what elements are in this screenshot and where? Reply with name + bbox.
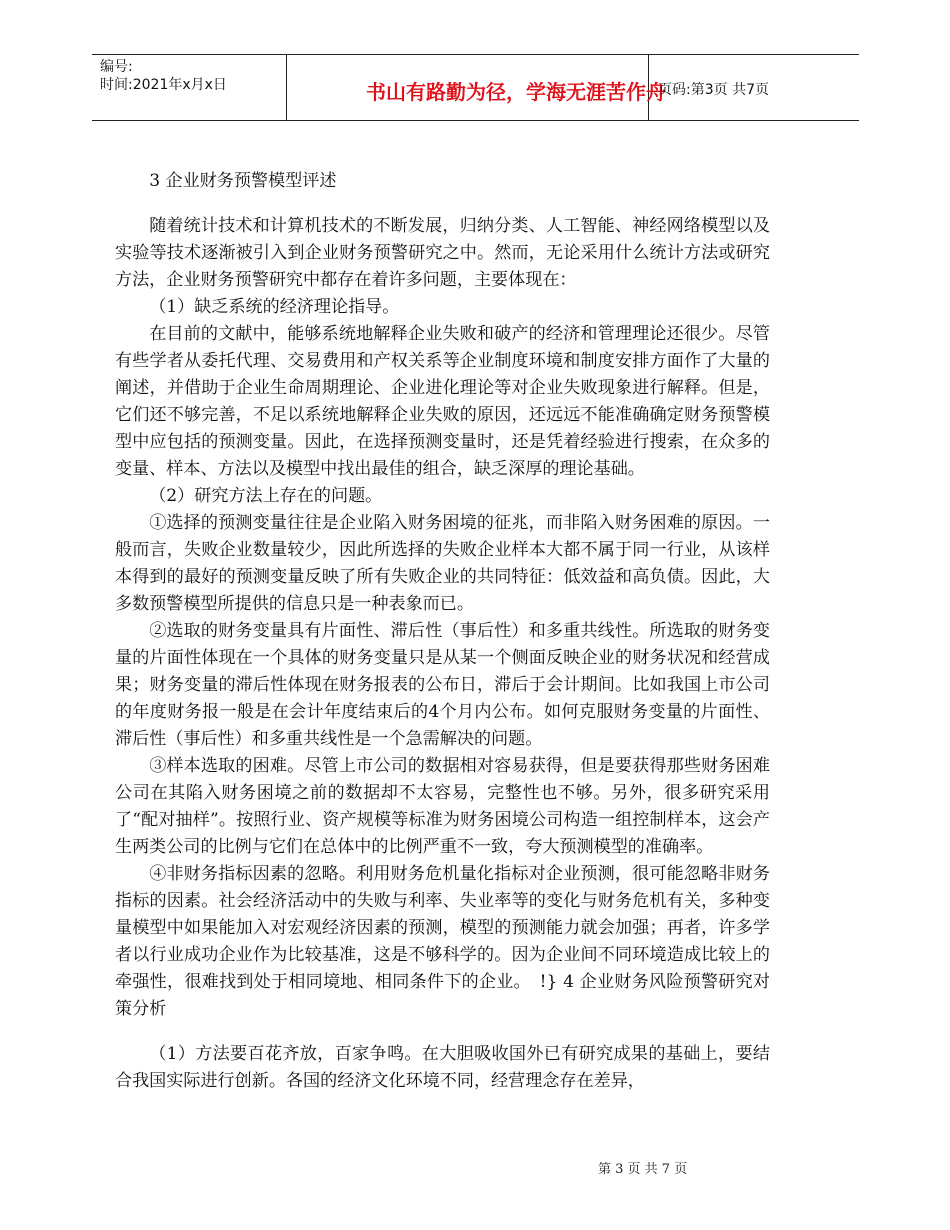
header-meta	[100, 58, 227, 94]
paragraph: （2）研究方法上存在的问题。	[149, 486, 383, 506]
header-top-rule	[92, 54, 859, 55]
paragraph: ①选择的预测变量往往是企业陷入财务困境的征兆，而非陷入财务困难的原因。一般而言，失败企业数量较少，因此所选择的失败企业样本大都不属于同一行业，从该样本得到的最好的预测变量反映了所有失败企业的共同特征：低效益和高负债。因此，大多数预警模型所提供的信息只是一种表象而已。	[115, 513, 770, 614]
header-motto: 书山有路勤为径，学海无涯苦作舟	[366, 80, 666, 104]
paragraph: ③样本选取的困难。尽管上市公司的数据相对容易获得，但是要获得那些财务困难公司在其陷入财务困境之前的数据却不太容易，完整性也不够。另外，很多研究采用了“配对抽样”。按照行业、资产规模等标准为财务困境公司构造一组控制样本，这会产生两类公司的比例与它们在总体中的比例严重不一致，夸大预测模型的准确率。	[115, 756, 770, 857]
document-body	[115, 168, 770, 1095]
paragraph: （1）缺乏系统的经济理论指导。	[149, 297, 400, 317]
paragraph: 在目前的文献中，能够系统地解释企业失败和破产的经济和管理理论还很少。尽管有些学者从委托代理、交易费用和产权关系等企业制度环境和制度安排方面作了大量的阐述，并借助于企业生命周期理论、企业进化理论等对企业失败现象进行解释。但是，它们还不够完善，不足以系统地解释企业失败的原因，还远远不能准确确定财务预警模型中应包括的预测变量。因此，在选择预测变量时，还是凭着经验进行搜索，在众多的变量、样本、方法以及模型中找出最佳的组合，缺乏深厚的理论基础。	[115, 324, 770, 479]
section-heading: 3 企业财务预警模型评述	[149, 171, 337, 191]
header-time: 时间:2021年x月x日	[100, 77, 227, 93]
paragraph: ②选取的财务变量具有片面性、滞后性（事后性）和多重共线性。所选取的财务变量的片面性体现在一个具体的财务变量只是从某一个侧面反映企业的财务状况和经营成果；财务变量的滞后性体现在财务报表的公布日，滞后于会计期间。比如我国上市公司的年度财务报一般是在会计年度结束后的4个月内公布。如何克服财务变量的片面性、滞后性（事后性）和多重共线性是一个急需解决的问题。	[115, 621, 770, 749]
page-header	[92, 54, 859, 121]
paragraph: 随着统计技术和计算机技术的不断发展，归纳分类、人工智能、神经网络模型以及实验等技术逐渐被引入到企业财务预警研究之中。然而，无论采用什么统计方法或研究方法，企业财务预警研究中都存在着许多问题，主要体现在：	[115, 216, 770, 290]
header-page-number: 页码:第3页 共7页	[658, 82, 769, 98]
paragraph: ④非财务指标因素的忽略。利用财务危机量化指标对企业预测，很可能忽略非财务指标的因素。社会经济活动中的失败与利率、失业率等的变化与财务危机有关，多种变量模型中如果能加入对宏观经济因素的预测，模型的预测能力就会加强；再者，许多学者以行业成功企业作为比较基准，这是不够科学的。因为企业间不同环境造成比较上的牵强性，很难找到处于相同境地、相同条件下的企业。 !} 4 企业财务风险预警研究对策分析	[115, 864, 770, 1019]
header-bottom-rule	[92, 120, 859, 121]
paragraph: （1）方法要百花齐放，百家争鸣。在大胆吸收国外已有研究成果的基础上，要结合我国实际进行创新。各国的经济文化环境不同，经营理念存在差异，	[115, 1044, 770, 1091]
header-number: 编号:	[100, 59, 133, 75]
page-footer: 第 3 页 共 7 页	[598, 1162, 688, 1177]
